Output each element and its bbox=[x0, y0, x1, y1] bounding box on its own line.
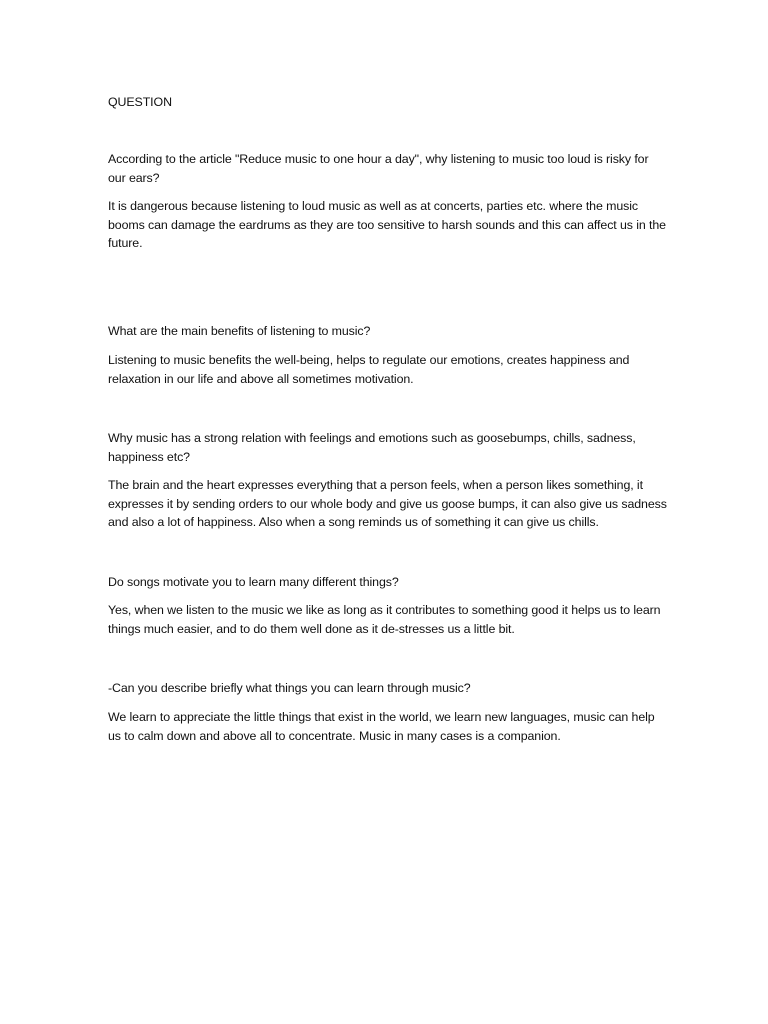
answer-2: Listening to music benefits the well-being, helps to regulate our emotions, creates happiness and relaxation in our life and above all sometimes motivation. bbox=[108, 353, 630, 386]
answer-4: Yes, when we listen to the music we like as long as it contributes to something good it helps us to learn things much easier, and to do them well done as it de-stresses us a little bit. bbox=[108, 603, 661, 636]
question-5: -Can you describe briefly what things you can learn through music? bbox=[108, 681, 471, 695]
answer-3: The brain and the heart expresses everything that a person feels, when a person likes something, it expresses it by sending orders to our whole body and give us goose bumps, it can also give us sadness and also a lot of happiness. Also when a song reminds us of something it can give us chills. bbox=[108, 478, 667, 529]
question-4: Do songs motivate you to learn many different things? bbox=[108, 575, 399, 589]
question-2: What are the main benefits of listening to music? bbox=[108, 324, 371, 338]
answer-1: It is dangerous because listening to loud music as well as at concerts, parties etc. where the music booms can damage the eardrums as they are too sensitive to harsh sounds and this can affect us in the future. bbox=[108, 199, 666, 250]
answer-5: We learn to appreciate the little things that exist in the world, we learn new languages, music can help us to calm down and above all to concentrate. Music in many cases is a companion. bbox=[108, 710, 655, 743]
question-1: According to the article "Reduce music to one hour a day", why listening to music too loud is risky for our ears? bbox=[108, 152, 649, 185]
question-3: Why music has a strong relation with feelings and emotions such as goosebumps, chills, sadness, happiness etc? bbox=[108, 431, 636, 464]
document-heading: QUESTION bbox=[108, 95, 172, 109]
